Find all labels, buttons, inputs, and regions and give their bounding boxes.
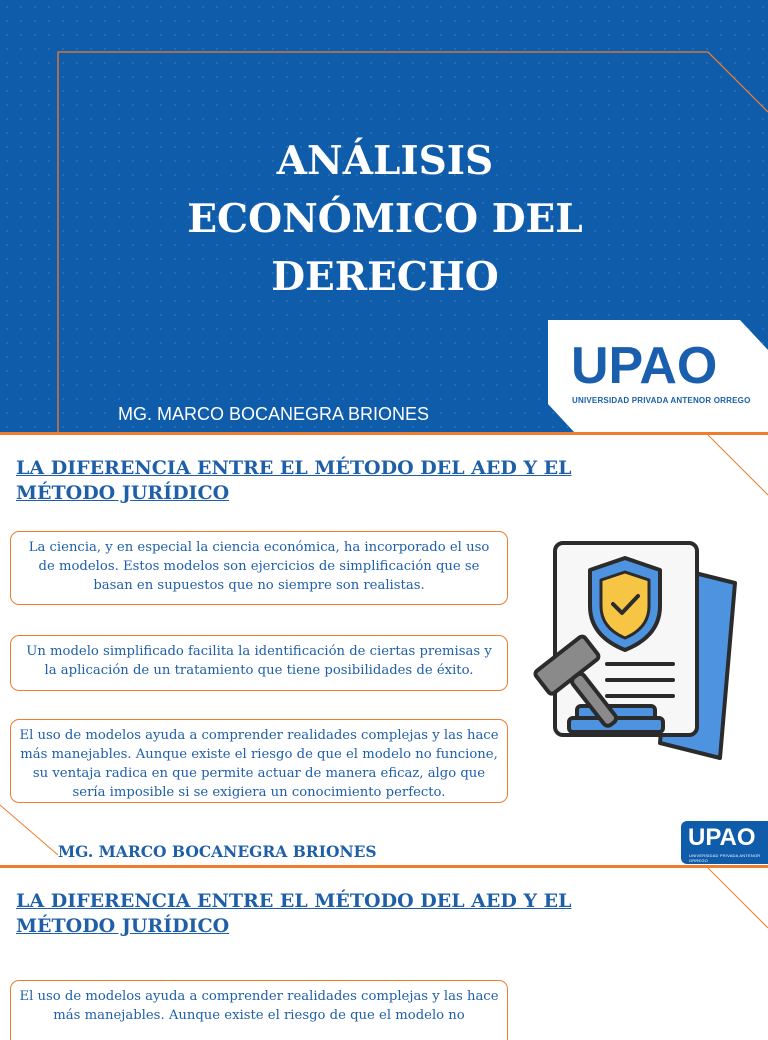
cover-slide xyxy=(0,0,768,432)
text-box-2: Un modelo simplificado facilita la identificación de ciertas premisas y la aplicación de un tratamiento que tiene posibilidades de éxito. xyxy=(10,635,508,691)
slide2-heading: LA DIFERENCIA ENTRE EL MÉTODO DEL AED Y EL MÉTODO JURÍDICO xyxy=(16,457,572,504)
legal-document-shield-gavel-icon xyxy=(525,538,745,768)
mini-logo-text: UPAO xyxy=(688,824,756,851)
slide3-text-box-1: El uso de modelos ayuda a comprender realidades complejas y las hace más manejables. Aunque existe el riesgo de que el modelo no xyxy=(10,980,508,1040)
mini-logo-subtitle: UNIVERSIDAD PRIVADA ANTENOR ORREGO xyxy=(689,853,761,863)
slide2-footer-author: MG. MARCO BOCANEGRA BRIONES xyxy=(58,842,377,861)
upao-logo: UPAO xyxy=(571,337,718,395)
text-box-3: El uso de modelos ayuda a comprender realidades complejas y las hace más manejables. Aunque existe el riesgo de que el modelo no funcione, su ventaja radica en que permite actuar de manera eficaz, algo que sería imposible si se exigiera un conocimiento perfecto. xyxy=(10,719,508,803)
slide3-heading: LA DIFERENCIA ENTRE EL MÉTODO DEL AED Y EL MÉTODO JURÍDICO xyxy=(16,890,572,937)
cover-author: MG. MARCO BOCANEGRA BRIONES xyxy=(118,404,430,424)
upao-mini-logo xyxy=(681,821,768,864)
upao-logo-subtitle: UNIVERSIDAD PRIVADA ANTENOR ORREGO xyxy=(572,396,751,405)
text-box-1: La ciencia, y en especial la ciencia económica, ha incorporado el uso de modelos. Estos modelos son ejercicios de simplificación que se basan en supuestos que no siempre son realistas. xyxy=(10,531,508,605)
cover-title: ANÁLISIS ECONÓMICO DEL DERECHO xyxy=(187,138,583,300)
